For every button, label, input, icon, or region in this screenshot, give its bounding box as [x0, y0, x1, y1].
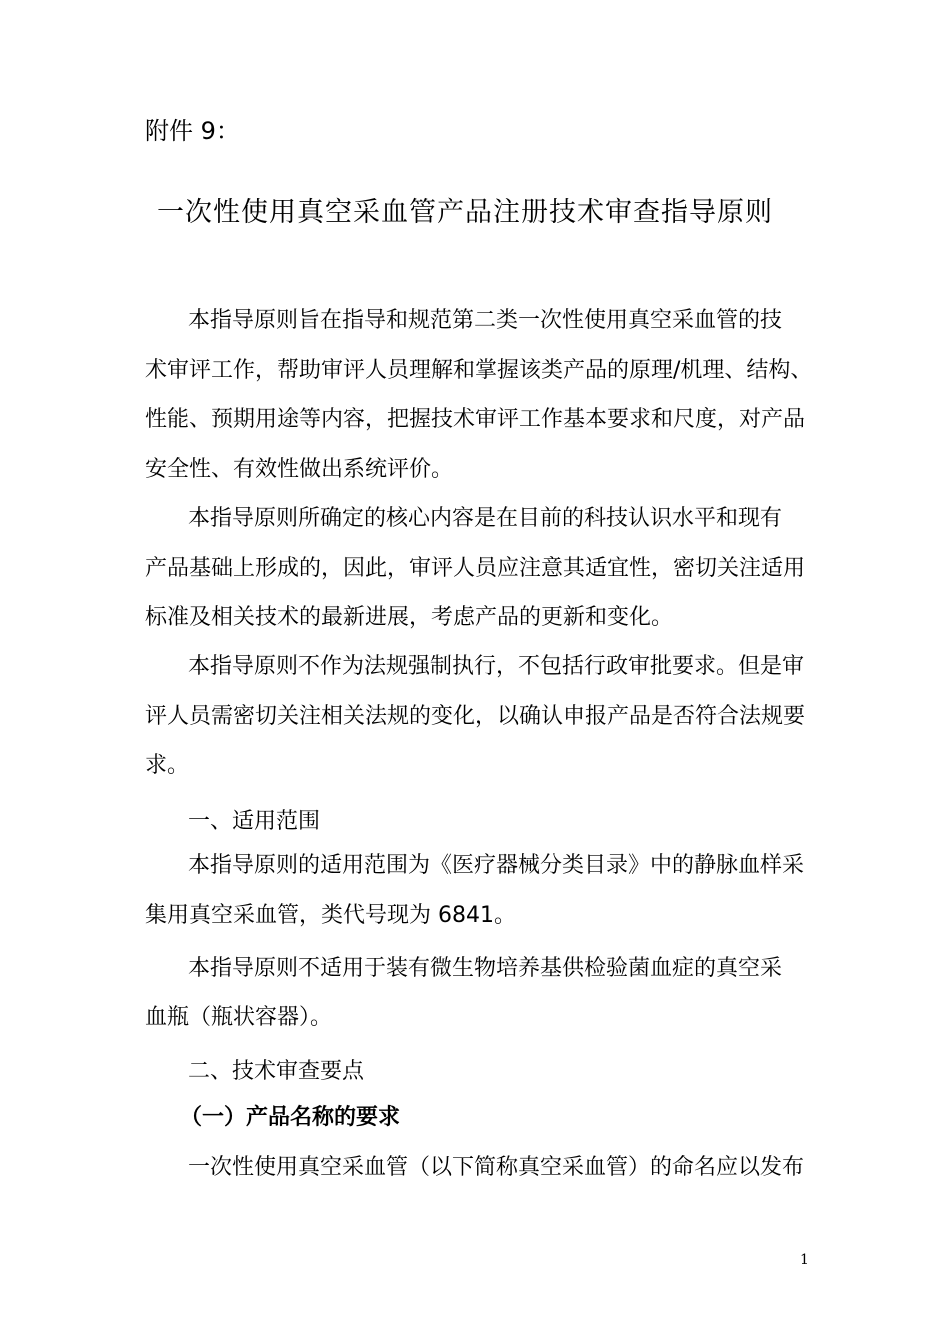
- paragraph-line: 本指导原则不作为法规强制执行，不包括行政审批要求。但是审: [188, 654, 805, 679]
- section-heading: 一、适用范围: [188, 809, 321, 834]
- paragraph-line: 标准及相关技术的最新进展，考虑产品的更新和变化。: [145, 605, 674, 630]
- paragraph-line: 安全性、有效性做出系统评价。: [145, 457, 454, 482]
- paragraph-line: 一次性使用真空采血管（以下简称真空采血管）的命名应以发布: [188, 1155, 805, 1180]
- paragraph-line: 本指导原则的适用范围为《医疗器械分类目录》中的静脉血样采: [188, 853, 805, 878]
- paragraph-line: 产品基础上形成的，因此，审评人员应注意其适宜性，密切关注适用: [145, 556, 806, 581]
- attachment-label: 附件 9：: [145, 117, 240, 145]
- document-title: 一次性使用真空采血管产品注册技术审查指导原则: [157, 197, 773, 228]
- paragraph-line: 本指导原则不适用于装有微生物培养基供检验菌血症的真空采: [188, 956, 783, 981]
- section-heading: 二、技术审查要点: [188, 1059, 365, 1084]
- subsection-heading: （一）产品名称的要求: [180, 1105, 401, 1130]
- paragraph-line: 本指导原则旨在指导和规范第二类一次性使用真空采血管的技: [188, 308, 783, 333]
- paragraph-line: 性能、预期用途等内容，把握技术审评工作基本要求和尺度，对产品: [145, 407, 806, 432]
- paragraph-line: 集用真空采血管，类代号现为 6841。: [145, 903, 516, 928]
- page-number: 1: [800, 1252, 809, 1268]
- paragraph-line: 血瓶（瓶状容器）。: [145, 1005, 333, 1030]
- paragraph-line: 评人员需密切关注相关法规的变化，以确认申报产品是否符合法规要: [145, 704, 806, 729]
- paragraph-line: 求。: [145, 753, 190, 778]
- paragraph-line: 本指导原则所确定的核心内容是在目前的科技认识水平和现有: [188, 506, 783, 531]
- paragraph-line: 术审评工作，帮助审评人员理解和掌握该类产品的原理/机理、结构、: [145, 358, 813, 383]
